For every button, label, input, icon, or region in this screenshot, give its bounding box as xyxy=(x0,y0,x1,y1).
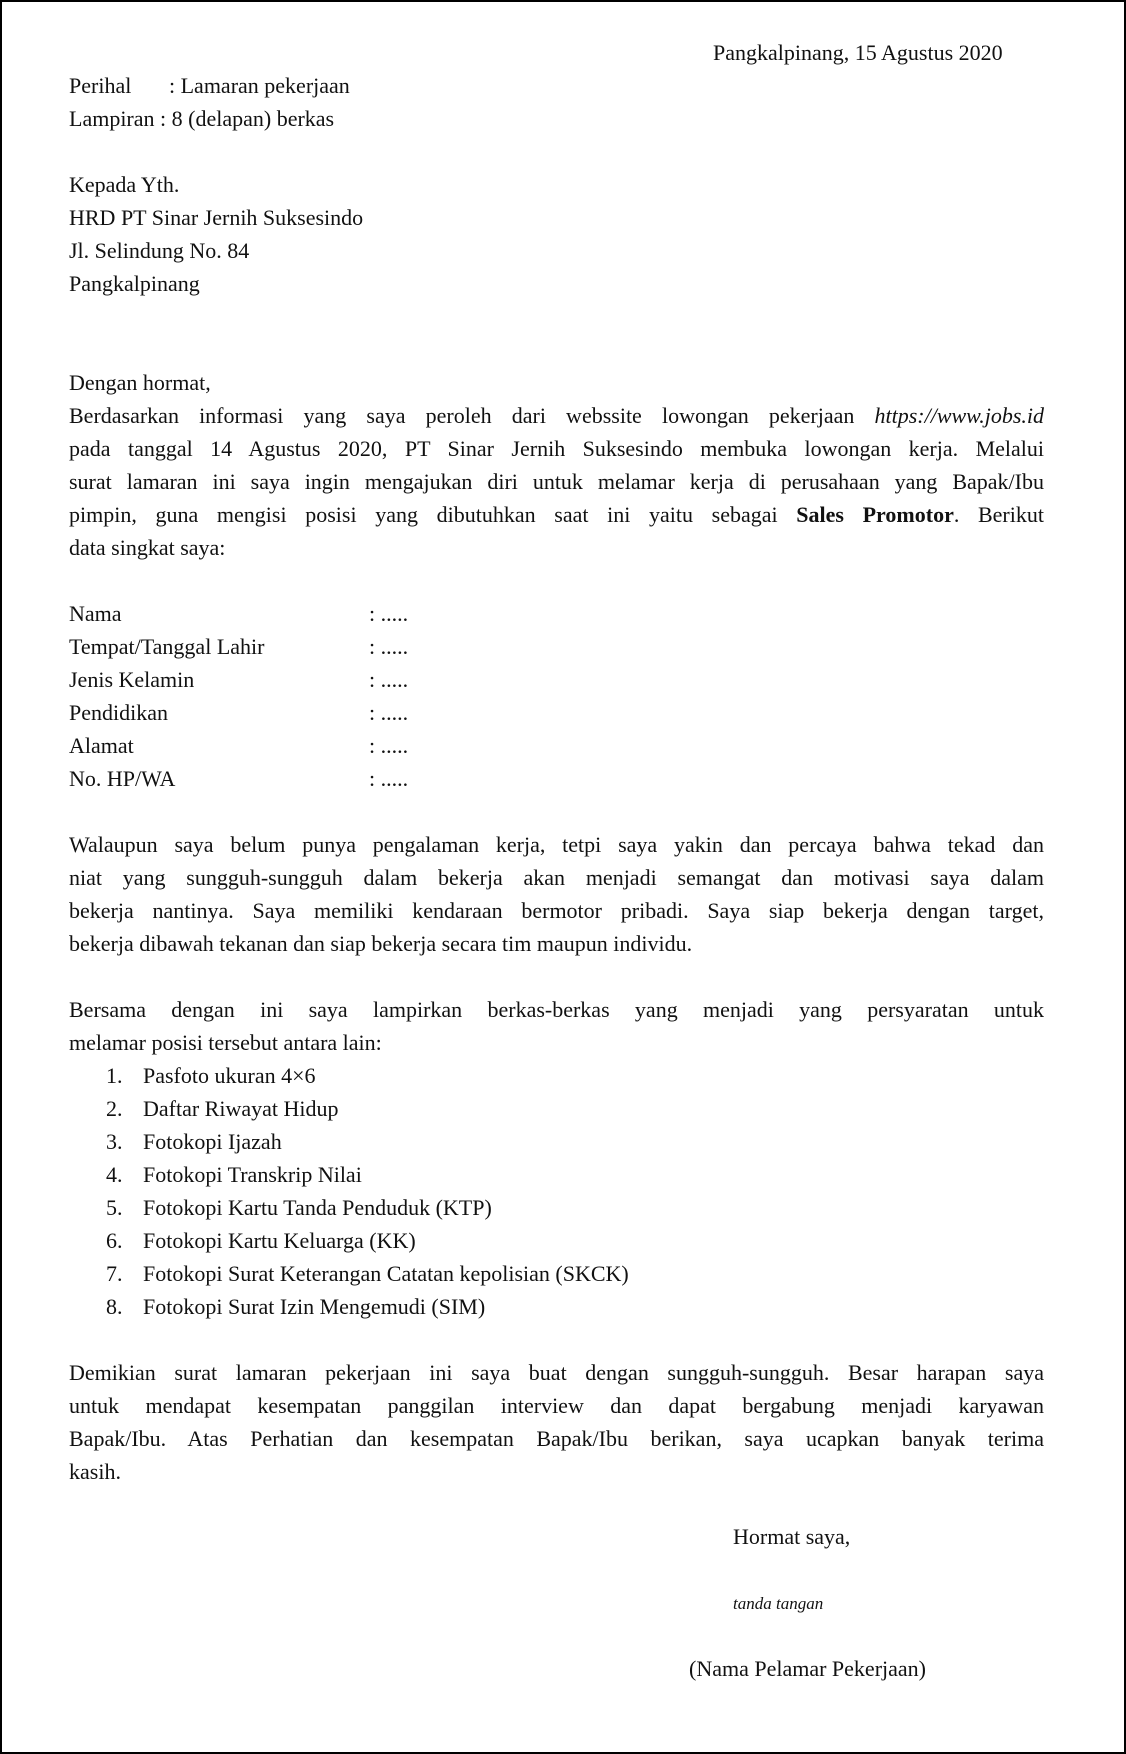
signature-salutation: Hormat saya, xyxy=(733,1524,851,1549)
place-date: Pangkalpinang, 15 Agustus 2020 xyxy=(713,40,1003,65)
recipient-line: HRD PT Sinar Jernih Suksesindo xyxy=(69,205,364,230)
intro-line: pada tanggal 14 Agustus 2020, PT Sinar Jernih Suksesindo membuka lowongan kerja. Melalui xyxy=(69,436,1044,461)
letter-page: Pangkalpinang, 15 Agustus 2020 Perihal : Lamaran pekerjaan Lampiran : 8 (delapan) berkas Kepada Yth. HRD PT Sinar Jernih Suksesindo Jl. Selindung No. 84 Pangkalpinang Dengan hormat, Berdasarkan informasi yang saya peroleh dari webssite lowongan pekerjaan https://www.jobs.id pada tanggal 14 Agustus 2020, PT Sinar Jernih Suksesindo membuka lowongan kerja. Melalui surat lamaran ini saya ingin mengajukan diri untuk melamar kerja di perusahaan yang Bapak/Ibu pimpin, guna mengisi posisi yang dibutuhkan saat ini yaitu sebagai Sales Promotor. Berikut data singkat saya: Nama : ..... Tempat/Tanggal Lahir : ..... Jenis Kelamin : ..... Pendidikan : ..... Alamat : ..... No. HP/WA : ..... Walaupun saya belum punya pengalaman kerja, tetpi saya yakin dan percaya bahwa tekad dan niat yang sungguh-sungguh dalam bekerja akan menjadi semangat dan motivasi saya dalam bekerja nantinya. Saya memiliki kendaraan bermotor pribadi. Saya siap bekerja dengan target, bekerja dibawah tekanan dan siap bekerja secara tim maupun individu. Bersama dengan ini saya lampirkan berkas-berkas yang menjadi yang persyaratan untuk melamar posisi tersebut antara lain: 1. Pasfoto ukuran 4×6 2. Daftar Riwayat Hidup 3. Fotokopi Ijazah 4. Fotokopi Transkrip Nilai 5. Fotokopi Kartu Tanda Penduduk (KTP) 6. Fotokopi Kartu Keluarga (KK) 7. Fotokopi Surat Keterangan Catatan kepolisian (SKCK) 8. Fotokopi Surat Izin Mengemudi (SIM) Demikian surat lamaran pekerjaan ini saya buat dengan sungguh-sungguh. Besar harapan saya untuk mendapat kesempatan panggilan interview dan dapat bergabung menjadi karyawan Bapak/Ibu. Atas Perhatian dan kesempatan Bapak/Ibu berikan, saya ucapkan banyak terima kasih. Hormat saya, tanda tangan (Nama Pelamar Pekerjaan) xyxy=(0,0,1126,1754)
intro-line: pimpin, guna mengisi posisi yang dibutuhkan saat ini yaitu sebagai Sales Promotor. Berikut xyxy=(69,502,1044,527)
perihal-label: Perihal xyxy=(69,73,132,98)
intro-line: Berdasarkan informasi yang saya peroleh dari webssite lowongan pekerjaan https://www.jobs.id xyxy=(69,403,1044,428)
lampiran-label: Lampiran xyxy=(69,106,155,131)
recipient-line: Pangkalpinang xyxy=(69,271,200,296)
website-link[interactable]: https://www.jobs.id xyxy=(874,403,1044,428)
recipient-line: Kepada Yth. xyxy=(69,172,180,197)
intro-paragraph xyxy=(69,399,1044,564)
closing-paragraph: Demikian surat lamaran pekerjaan ini saya buat dengan sungguh-sungguh. Besar harapan saya untuk mendapat kesempatan panggilan interview dan dapat bergabung menjadi karyawan Bapak/Ibu. Atas Perhatian dan kesempatan Bapak/Ibu berikan, saya ucapkan banyak terima kasih. xyxy=(69,1360,1044,1484)
recipient-line: Jl. Selindung No. 84 xyxy=(69,238,250,263)
intro-line: surat lamaran ini saya ingin mengajukan diri untuk melamar kerja di perusahaan yang Bapak/Ibu xyxy=(69,469,1044,494)
position-name: Sales Promotor xyxy=(796,502,954,527)
subject-perihal xyxy=(69,69,350,102)
subject-lampiran xyxy=(69,102,334,135)
greeting: Dengan hormat, xyxy=(69,370,211,395)
experience-paragraph: Walaupun saya belum punya pengalaman kerja, tetpi saya yakin dan percaya bahwa tekad dan niat yang sungguh-sungguh dalam bekerja akan menjadi semangat dan motivasi saya dalam bekerja nantinya. Saya memiliki kendaraan bermotor pribadi. Saya siap bekerja dengan target, bekerja dibawah tekanan dan siap bekerja secara tim maupun individu. xyxy=(69,832,1044,956)
lampiran-value: : 8 (delapan) berkas xyxy=(160,106,335,131)
signature-placeholder: tanda tangan xyxy=(733,1594,824,1613)
intro-line: data singkat saya: xyxy=(69,535,226,560)
attachments-intro: Bersama dengan ini saya lampirkan berkas-berkas yang menjadi yang persyaratan untuk melamar posisi tersebut antara lain: xyxy=(69,997,1044,1055)
applicant-name: (Nama Pelamar Pekerjaan) xyxy=(689,1656,926,1681)
perihal-value: : Lamaran pekerjaan xyxy=(169,73,350,98)
